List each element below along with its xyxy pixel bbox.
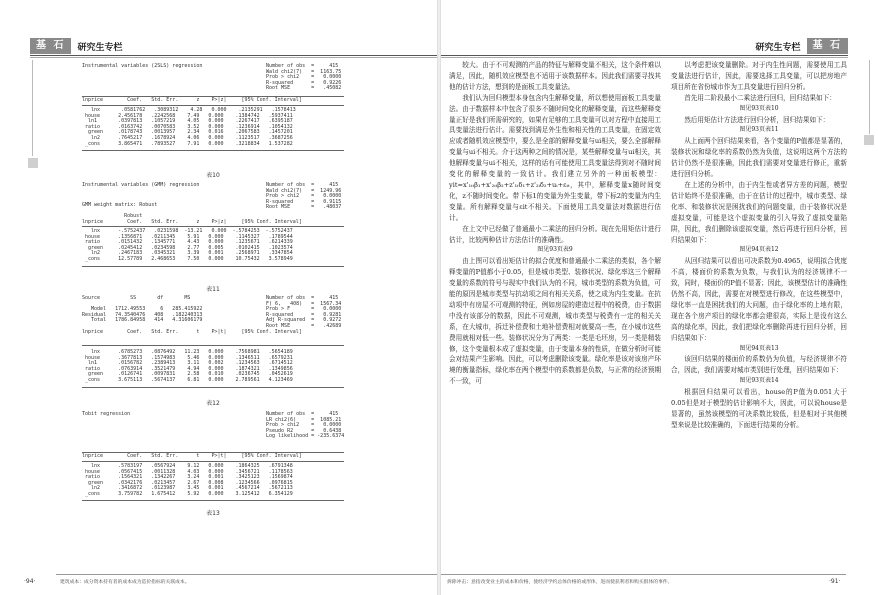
body-paragraph: 以考虑把该变量删除。对于内生性问题，需要使用工具变量法进行估计，因此，需要选择工具变量，可以把房地产项目所在省份城市作为工具变量进行回归分析。 bbox=[671, 61, 847, 91]
right-text-column bbox=[671, 60, 847, 431]
table-rule bbox=[82, 105, 344, 106]
footnote: 拆除冲击：意指改变业主的成本和价格，使经济学约总体价格的或形体，进而使获利者和购买群体的事件。 bbox=[447, 580, 673, 585]
table-rows: lnx -.5752437 .0231598 -13.21 0.000 -.5784253 -.5752437 house .1356871 .0211345 5.91 0.000 .1145327 .1789544 ratio .0151432 .1345771 4.43 0.000 .1235671 .6214339 green .0245412 .0234598 2.77 0.005 .0102415 .1023574 ln2 .2467183 .0345321 3.39 0.001 .2568971 .3347854 _cons 12.57789 2.468653 7.50 0.000 10.75432 3.578949 bbox=[85, 228, 293, 262]
table-rule bbox=[82, 387, 344, 388]
body-paragraph: 该回归结果的楼面价的系数仍为负值，与经济规律不符合，因此，我们需要对城市类别进行处理，回归结果如下： bbox=[671, 355, 847, 375]
table-header: lnprice Coef. Std. Err. z P>|z| [95% Conf. Interval] bbox=[82, 97, 302, 103]
body-paragraph: 图见94页表13 bbox=[739, 344, 779, 352]
header-rule-thin bbox=[30, 57, 437, 58]
table-rule bbox=[82, 226, 344, 227]
table-stats: Number of obs = 415 Wald chi2(7) = 1249.96 Prob > chi2 = 0.0000 R-squared = 0.9115 Root MSE = .48037 bbox=[266, 182, 342, 211]
footer-rule bbox=[56, 574, 437, 575]
margin-line bbox=[869, 60, 870, 134]
body-paragraph: 根据回归结果可以看出，house的P值为0.051大于0.05但是对于模型的估计影响不大，因此，可以说house是显著的，虽然该模型的可决系数比较低，但是相对于其他模型来说是比较准确的，下面进行结果的分析。 bbox=[671, 388, 847, 429]
margin-marker bbox=[864, 135, 874, 145]
table-caption: 表13 bbox=[206, 510, 220, 517]
table-rows: lnx .5783197 .0567924 9.12 0.000 .1864325 .6791348 house .0567415 .0011328 4.03 0.000 .3456721 .1178563 ratio .1564321 .1342267 3.24 0.001 .3425123 .1569874 green .0342176 .0213457 2.67 0.008 .1234566 .0976815 ln2 .3416872 .0123987 3.45 0.001 .4567214 .5672113 _cons 3.759782 1.675412 5.92 0.000 3.125412 6.354129 bbox=[85, 463, 293, 497]
table-rule bbox=[82, 461, 344, 462]
table-rule bbox=[82, 150, 344, 151]
header-rule bbox=[30, 55, 437, 56]
table-title: Instrumental variables (GMM) regression bbox=[82, 182, 200, 188]
table-stats: Number of obs = 415 F( 6, 408) = 1567.34 Prob > F = 0.0000 R-squared = 0.9281 Adj R-squared = 0.9272 Root MSE = .42689 bbox=[266, 295, 342, 329]
body-paragraph: 在上述的分析中，由于内生性或者异方差的问题，模型估计始终不是很准确，由于在估计的过程中，城市类型、绿化率、和装修状况是困扰我们的问题变量，由于装修状况是虚拟变量，可能是这个虚拟变量的引入导致了虚拟变量陷阱，因此，我们删除该虚拟变量，然后再进行回归分析，回归结果如下： bbox=[671, 180, 847, 244]
header-title: 研究生专栏 bbox=[755, 42, 801, 53]
body-paragraph: 图见93页表14 bbox=[739, 377, 779, 385]
body-paragraph: 从上面两个回归结果来看，各个变量的P值都是显著的，装修状况和绿化率的系数仍然为负值，这说明这两个方法的估计仍然不是很准确，因此我们需要对变量进行修正，重新进行回归分析。 bbox=[671, 137, 847, 179]
table-stats: Number of obs = 415 Wald chi2(7) = 1163.75 Prob > chi2 = 0.0000 R-squared = 0.9226 Root MSE = .45082 bbox=[266, 63, 342, 92]
table-rule bbox=[82, 500, 344, 501]
header-title: 研究生专栏 bbox=[77, 42, 123, 53]
left-page bbox=[0, 0, 437, 595]
page-number: ·94· bbox=[24, 578, 36, 585]
header-tab: 基 石 bbox=[30, 38, 71, 54]
table-rows: lnx .6785273 .0876492 11.23 0.000 .7568981 .5654189 house .3677813 .1574983 5.46 0.000 .1346511 .6579231 ln1 .0156782 .2389413 3.11 0.002 .1234563 .6714512 ratio .0763914 .3521479 4.94 0.000 .1874321 .1349856 green .0126741 .0097831 2.58 0.010 .0236745 .0452619 _cons 3.675113 .5674137 6.81 0.000 2.789561 4.123469 bbox=[85, 349, 293, 383]
header-rule bbox=[441, 55, 848, 56]
body-paragraph: 然后用矩估计方法进行回归分析，回归结果如下： bbox=[684, 115, 830, 124]
body-paragraph: 图见93页表10 bbox=[739, 104, 779, 112]
table-rows: lnx .0581762 .3089312 4.28 0.000 .2135291 .1578413 house 2.456178 .2242568 7.49 0.000 .1384742 .5937411 ln1 .0397813 .1057219 4.05 0.000 .2267417 .6395187 ratio .0163742 .0070583 3.52 0.000 .1236914 .1054132 green .0178743 .0013957 2.34 0.016 .2067583 .1457201 ln2 .7645217 .1678924 4.06 0.000 .1123517 .3687256 _cons 3.865471 .7893527 7.91 0.000 .3218834 1.537282 bbox=[85, 107, 296, 147]
body-paragraph: 在上文中已经做了普通最小二乘法的回归分析。现在先用矩估计进行估计，比较两种估计方法估计的准确性。 bbox=[449, 224, 661, 244]
body-paragraph: 较大。由于不可观测的产品的特征与解释变量不相关，这个条件难以满足，因此，随机效应模型也不适用于该数据样本。因此我们需要寻找其他的估计方法，想到的是面板工具变量法。 bbox=[449, 61, 661, 91]
header-tab: 基 石 bbox=[807, 38, 848, 54]
right-page bbox=[441, 0, 878, 595]
table-header: Source SS df MS Model 1712.49553 6 285.415922 Residual 74.3540476 408 .182240313 Total 1786.84958 414 4.31606179 lnprice Coef. Std. Err. t P>|t| [95% Conf. Interval] bbox=[82, 295, 302, 335]
table-title: Tobit regression bbox=[82, 411, 131, 417]
table-caption: 表12 bbox=[206, 400, 220, 407]
margin-marker bbox=[28, 158, 38, 168]
footer-rule bbox=[441, 574, 846, 575]
table-title: Instrumental variables (2SLS) regression bbox=[82, 63, 203, 69]
middle-text-column bbox=[449, 60, 661, 387]
table-stats: Number of obs = 415 LR chi2(6) = 1085.21 Prob > chi2 = 0.0000 Pseudo R2 = 0.6438 Log likelihood = -235.6374 bbox=[266, 411, 345, 440]
table-caption: 表11 bbox=[206, 286, 220, 293]
body-paragraph: 图见94页表12 bbox=[739, 246, 779, 254]
table-header: lnprice Coef. Std. Err. t P>|t| [95% Conf. Interval] bbox=[82, 453, 302, 459]
right-header bbox=[750, 38, 849, 54]
page-number: ·91· bbox=[829, 578, 841, 585]
table-rule bbox=[82, 266, 344, 267]
table-header: GMM weight matrix: Robust Robust lnprice Coef. Std. Err. z P>|z| [95% Conf. Interval] bbox=[82, 202, 302, 225]
footnote: 建筑成本：成分资本持有者的成本成为造价指标的关联成本。 bbox=[60, 580, 190, 585]
body-paragraph: 图见93页表11 bbox=[739, 126, 779, 134]
body-paragraph: 首先用二阶段最小二乘法进行回归，回归结果如下： bbox=[684, 93, 836, 102]
body-paragraph: 由上图可以看出矩估计的拟合优度和普通最小二乘法的类似，各个解释变量的P值都小于0.05，但是城市类型、装修状况、绿化率这三个解释变量的系数的符号与现实中我们认为的不同，城市类型的系数为负值，可能的原因是城市类型与抗动项之间有相关关系，使之成为内生变量。在抗动项中有房屋不可观测的特征，例如房屋的建造过程中的税费，由于数据中没有该部分的数据，因此不可观测，城市类型与税费有一定的相关关系，在大城市，拆迁补偿费和土地补偿费相对就要高一些，在小城市这些费用就相对低一些。装修状况分为了两类：一类是毛坯房，另一类是精装修，这个变量根本成了虚拟变量，由于变量本身的性质，在做分析时可能会对结果产生影响。因此，可以考虑删除该变量。绿化率是该对该房产环境的衡量指标，绿化率在两个模型中的系数都是负数，与正常的经济预期不一致，可 bbox=[449, 257, 661, 386]
left-header bbox=[30, 38, 129, 54]
body-paragraph: 图见93页表9 bbox=[537, 246, 573, 254]
table-rule bbox=[82, 345, 344, 346]
margin-line bbox=[32, 60, 33, 156]
body-paragraph: 从回归结果可以看出可决系数为0.4965，说明拟合优度不高，楼面价的系数为负数，与我们认为的经济规律不一致，同时，楼面价的P值不显著；因此，该模型估计的准确性仍然不高，因此，需要在对模型进行修改，在这些模型中，绿化率一直是困扰我们的大问题，由于绿化率的上地有限，现在各个房产项目的绿化率都会建很高，实际上是没有这么高的绿化率，因此，我们把绿化率删除再进行回归分析，回归结果如下： bbox=[671, 257, 847, 342]
header-rule-thin bbox=[441, 57, 848, 58]
body-paragraph: 我们认为回归模型本身包含内生解释变量，所以想使用面板工具变量法。由于数据样本中包含了很多不随时间变化的解释变量，而这些解释变量正好是我们所需研究的，如果有足够的工具变量可以对方程中直接用工具变量法进行估计。需要找到满足外生性和相关性的工具变量，在固定效应或者随机效应模型中，要么是全部的解释变量与ui相关，要么全部解释变量与ui不相关。介于这两种之间的情况是，某些解释变量与ui相关，其他解释变量与ui不相关，这样的话有可能使用工具变量法得到对不随时间变化的解释变量的一致估计。我们建立另外的一种面板模型：yit=x'₁ᵢₜβ₁+x'₂ᵢₜβ₂+z'₁ᵢδ₁+z'₂ᵢδ₂+uᵢ+εᵢₜ，其中，解释变量x随时间变化，z不随时间变化。带下标1的变量为外生变量，带下标2的变量为内生变量。所有解释变量与εit不相关。下面使用工具变量法对数据进行估计。 bbox=[449, 93, 661, 222]
table-caption: 表10 bbox=[206, 172, 220, 179]
